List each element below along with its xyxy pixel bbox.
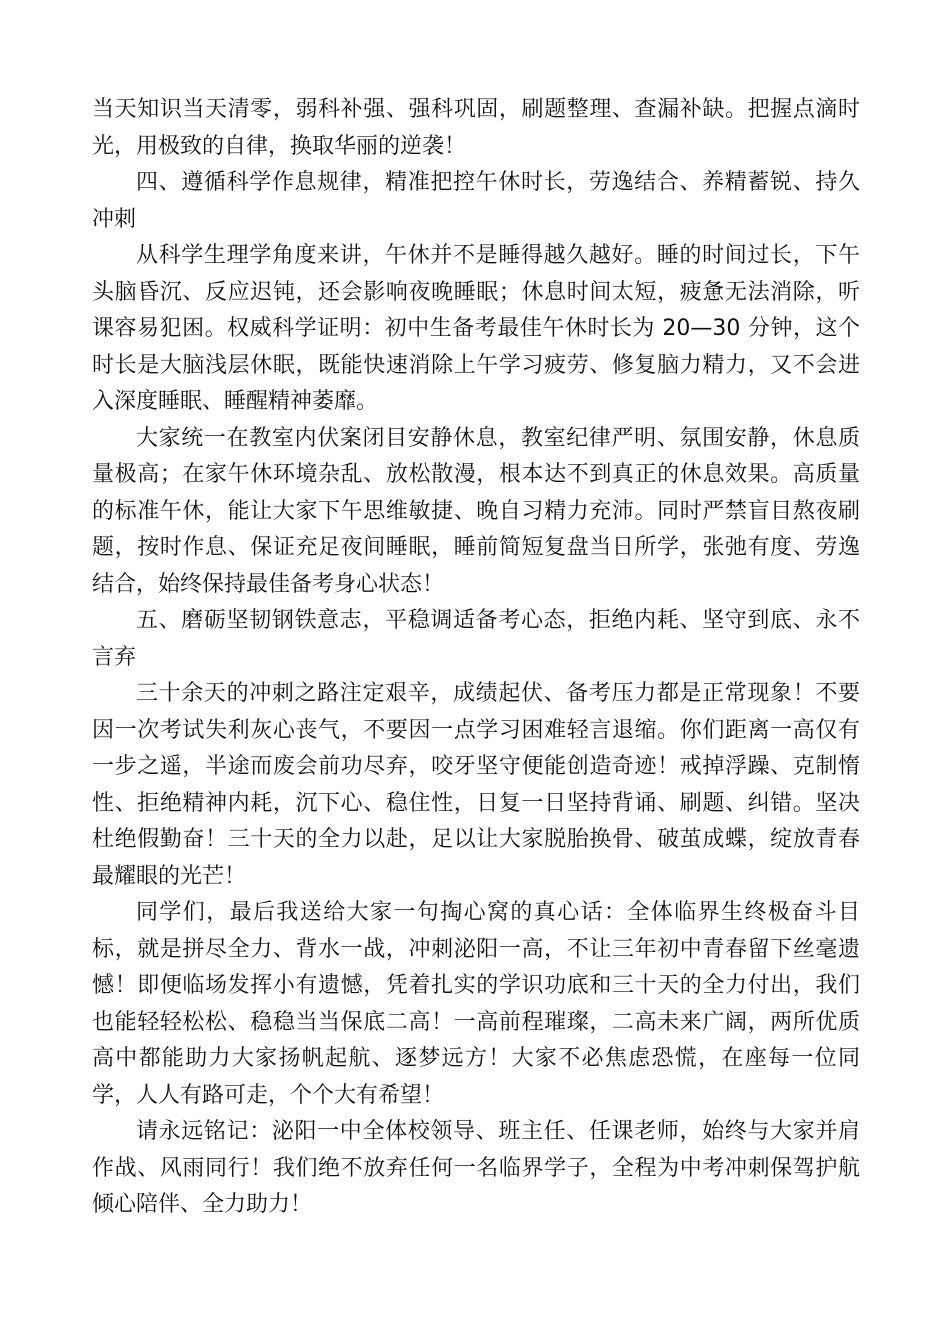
paragraph: 请永远铭记：泌阳一中全体校领导、班主任、任课老师，始终与大家并肩作战、风雨同行！我们绝不放弃任何一名临界学子，全程为中考冲刺保驾护航倾心陪伴、全力助力！ — [92, 1119, 860, 1217]
paragraph: 同学们，最后我送给大家一句掏心窝的真心话：全体临界生终极奋斗目标，就是拼尽全力、背水一战，冲刺泌阳一高，不让三年初中青春留下丝毫遗憾！即便临场发挥小有遗憾，凭着扎实的学识功底和三十天的全力付出，我们也能轻轻松松、稳稳当当保底二高！一高前程璀璨，二高未来广阔，两所优质高中都能助力大家扬帆起航、逐梦远方！大家不必焦虑恐慌，在座每一位同学，人人有路可走，个个大有希望！ — [92, 900, 860, 1108]
document-body — [92, 92, 860, 1224]
section-heading-four: 四、遵循科学作息规律，精准把控午休时长，劳逸结合、养精蓄锐、持久冲刺 — [92, 170, 860, 232]
paragraph-continued: 当天知识当天清零，弱科补强、强科巩固，刷题整理、查漏补缺。把握点滴时光，用极致的自律，换取华丽的逆袭！ — [92, 97, 860, 159]
paragraph: 大家统一在教室内伏案闭目安静休息，教室纪律严明、氛围安静，休息质量极高；在家午休环境杂乱、放松散漫，根本达不到真正的休息效果。高质量的标准午休，能让大家下午思维敏捷、晚自习精力充沛。同时严禁盲目熬夜刷题，按时作息、保证充足夜间睡眠，睡前简短复盘当日所学，张弛有度、劳逸结合，始终保持最佳备考身心状态！ — [92, 425, 860, 597]
paragraph: 三十余天的冲刺之路注定艰辛，成绩起伏、备考压力都是正常现象！不要因一次考试失利灰心丧气，不要因一点学习困难轻言退缩。你们距离一高仅有一步之遥，半途而废会前功尽弃，咬牙坚守便能创造奇迹！戒掉浮躁、克制惰性、拒绝精神内耗，沉下心、稳住性，日复一日坚持背诵、刷题、纠错。坚决杜绝假勤奋！三十天的全力以赴，足以让大家脱胎换骨、破茧成蝶，绽放青春最耀眼的光芒！ — [92, 681, 860, 889]
paragraph: 从科学生理学角度来讲，午休并不是睡得越久越好。睡的时间过长，下午头脑昏沉、反应迟钝，还会影响夜晚睡眠；休息时间太短，疲惫无法消除，听课容易犯困。权威科学证明：初中生备考最佳午休时长为 20—30 分钟，这个时长是大脑浅层休眠，既能快速消除上午学习疲劳、修复脑力精力，又不会进入深度睡眠、睡醒精神萎靡。 — [92, 243, 860, 414]
section-heading-five: 五、磨砺坚韧钢铁意志，平稳调适备考心态，拒绝内耗、坚守到底、永不言弃 — [92, 608, 860, 670]
